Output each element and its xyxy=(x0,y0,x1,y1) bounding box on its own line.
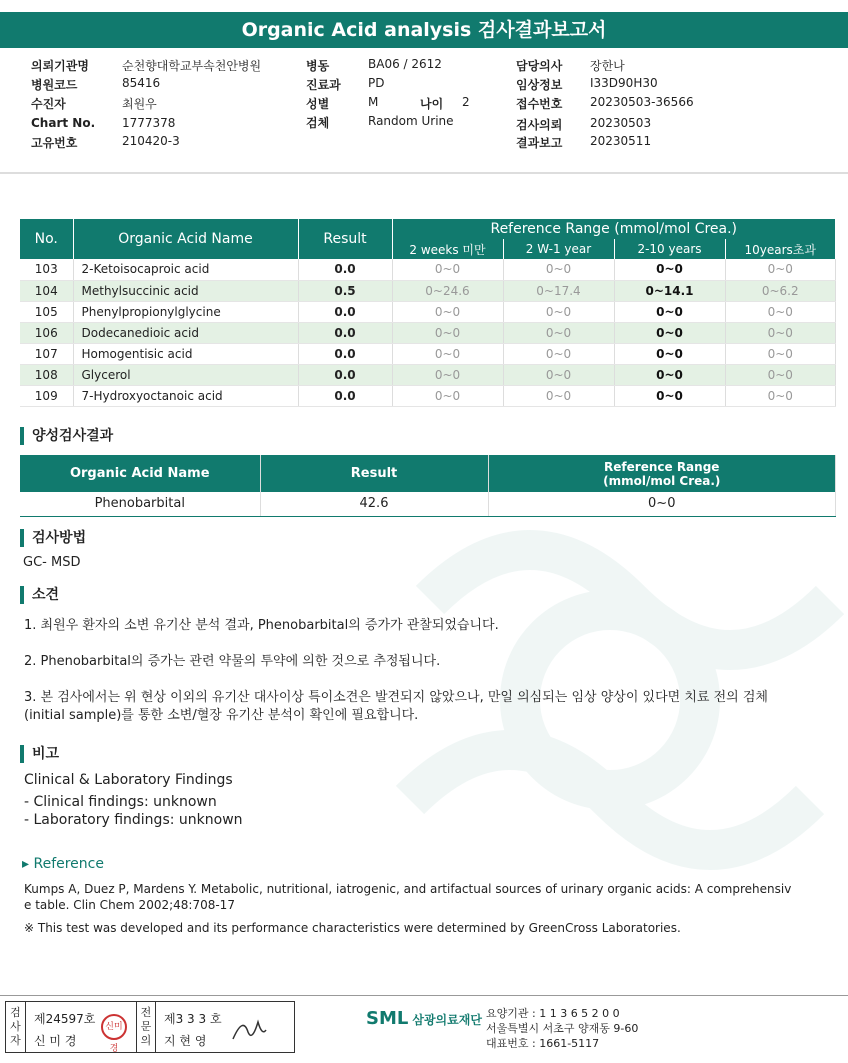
doctor-vlabel xyxy=(136,1002,156,1052)
reference-citation-1: Kumps A, Duez P, Mardens Y. Metabolic, nutritional, iatrogenic, and artifactual sources of urinary organic acids: A comprehensiv xyxy=(24,882,792,896)
row-r3: 0~14.1 xyxy=(614,280,725,301)
doctor-signature-icon xyxy=(228,1014,268,1044)
row-no: 107 xyxy=(20,343,73,364)
table-row xyxy=(20,259,836,280)
clinical-label: 임상정보 xyxy=(516,78,563,92)
age-value: 2 xyxy=(462,95,470,109)
pos-name: Phenobarbital xyxy=(20,492,260,516)
row-r2: 0~0 xyxy=(503,322,614,343)
row-r3: 0~0 xyxy=(614,364,725,385)
logo-name: 삼광의료재단 xyxy=(412,1013,482,1027)
opinion-p2: 2. Phenobarbital의 증가는 관련 약물의 투약에 의한 것으로 추정됩니다. xyxy=(24,654,441,669)
specimen-label: 검체 xyxy=(306,116,330,130)
sex-label: 성별 xyxy=(306,97,330,111)
row-r2: 0~0 xyxy=(503,364,614,385)
col-name: Organic Acid Name xyxy=(73,219,298,259)
reference-citation-2: e table. Clin Chem 2002;48:708-17 xyxy=(24,898,235,912)
dept-value: PD xyxy=(368,76,385,90)
tester-name: 신 미 경 xyxy=(34,1034,77,1048)
code-label: 병원코드 xyxy=(31,78,78,92)
method-text: GC- MSD xyxy=(23,555,81,570)
row-r1: 0~0 xyxy=(392,385,503,406)
table-row xyxy=(20,280,836,301)
doctor-value: 장한나 xyxy=(590,59,625,73)
row-no: 108 xyxy=(20,364,73,385)
row-r3: 0~0 xyxy=(614,322,725,343)
report-label: 결과보고 xyxy=(516,136,563,150)
row-no: 105 xyxy=(20,301,73,322)
patient-value: 최원우 xyxy=(122,97,157,111)
row-name: Glycerol xyxy=(73,364,298,385)
positive-section-title: 양성검사결과 xyxy=(20,427,113,445)
tester-seal: 신미경 xyxy=(101,1014,127,1040)
clinical-value: I33D90H30 xyxy=(590,76,658,90)
opinion-section-title: 소견 xyxy=(20,586,59,604)
remark-section-title: 비고 xyxy=(20,745,59,763)
code-value: 85416 xyxy=(122,76,161,90)
doctor-name: 지 현 영 xyxy=(164,1034,207,1048)
row-r4: 0~0 xyxy=(725,322,836,343)
request-value: 20230503 xyxy=(590,116,652,130)
row-name: 2-Ketoisocaproic acid xyxy=(73,259,298,280)
row-r4: 0~6.2 xyxy=(725,280,836,301)
row-result: 0.0 xyxy=(298,343,392,364)
table-row xyxy=(20,385,836,406)
patient-label: 수진자 xyxy=(31,97,66,111)
chart-label: Chart No. xyxy=(31,116,96,130)
ward-label: 병동 xyxy=(306,59,330,73)
row-name: Homogentisic acid xyxy=(73,343,298,364)
table-row xyxy=(20,301,836,322)
lab-address xyxy=(486,1006,638,1051)
row-name: Methylsuccinic acid xyxy=(73,280,298,301)
hospital-label: 의뢰기관명 xyxy=(31,59,89,73)
logo-mark: SML xyxy=(366,1008,409,1029)
row-result: 0.0 xyxy=(298,364,392,385)
reference-heading: ▸ Reference xyxy=(22,856,104,872)
row-r1: 0~0 xyxy=(392,322,503,343)
report-value: 20230511 xyxy=(590,134,652,148)
row-r4: 0~0 xyxy=(725,259,836,280)
row-r1: 0~0 xyxy=(392,364,503,385)
opinion-p3a: 3. 본 검사에서는 위 현상 이외의 유기산 대사이상 특이소견은 발견되지 않았으나, 만일 의심되는 임상 양상이 있다면 치료 전의 검체 xyxy=(24,690,768,705)
pos-col-name: Organic Acid Name xyxy=(20,455,260,492)
row-r3: 0~0 xyxy=(614,301,725,322)
addr-line2: 서울특별시 서초구 양재동 9-60 xyxy=(486,1022,639,1035)
row-name: 7-Hydroxyoctanoic acid xyxy=(73,385,298,406)
watermark-graphic xyxy=(370,480,848,980)
row-r1: 0~0 xyxy=(392,259,503,280)
uid-label: 고유번호 xyxy=(31,136,78,150)
row-result: 0.0 xyxy=(298,322,392,343)
col-r4: 10years초과 xyxy=(725,239,836,259)
tester-license: 제24597호 xyxy=(34,1012,96,1026)
table-row xyxy=(20,364,836,385)
row-r1: 0~24.6 xyxy=(392,280,503,301)
row-r4: 0~0 xyxy=(725,343,836,364)
pos-col-range xyxy=(488,455,836,492)
col-r3: 2-10 years xyxy=(614,239,725,259)
pos-col-result: Result xyxy=(260,455,488,492)
row-r2: 0~0 xyxy=(503,385,614,406)
receipt-label: 접수번호 xyxy=(516,97,563,111)
col-r2: 2 W-1 year xyxy=(503,239,614,259)
ward-value: BA06 / 2612 xyxy=(368,57,442,71)
doctor-vlabel-3: 의 xyxy=(140,1034,152,1047)
col-result: Result xyxy=(298,219,392,259)
row-r3: 0~0 xyxy=(614,343,725,364)
col-no: No. xyxy=(20,219,73,259)
age-label: 나이 xyxy=(420,97,444,111)
pos-result: 42.6 xyxy=(260,492,488,516)
row-r3: 0~0 xyxy=(614,259,725,280)
row-name: Phenylpropionylglycine xyxy=(73,301,298,322)
doctor-vlabel-2: 문 xyxy=(140,1020,152,1033)
row-result: 0.0 xyxy=(298,385,392,406)
signature-box xyxy=(5,1001,295,1053)
dept-label: 진료과 xyxy=(306,78,341,92)
row-r4: 0~0 xyxy=(725,364,836,385)
hospital-value: 순천향대학교부속천안병원 xyxy=(122,59,262,73)
footer xyxy=(0,995,848,1063)
receipt-value: 20230503-36566 xyxy=(590,95,694,109)
table-row xyxy=(20,492,836,516)
tester-vlabel-3: 자 xyxy=(10,1034,21,1047)
divider xyxy=(0,172,848,174)
tester-vlabel xyxy=(6,1002,26,1052)
addr-line1: 요양기관 : 1 1 3 6 5 2 0 0 xyxy=(486,1007,620,1020)
sex-value: M xyxy=(368,95,379,109)
request-label: 검사의뢰 xyxy=(516,118,563,132)
report-title: Organic Acid analysis 검사결과보고서 xyxy=(0,12,848,48)
table-row xyxy=(20,343,836,364)
addr-line3: 대표번호 : 1661-5117 xyxy=(486,1037,600,1050)
remark-l2: - Clinical findings: unknown xyxy=(24,794,217,810)
row-no: 109 xyxy=(20,385,73,406)
sml-logo xyxy=(366,1008,482,1029)
row-no: 103 xyxy=(20,259,73,280)
row-no: 106 xyxy=(20,322,73,343)
specimen-value: Random Urine xyxy=(368,114,454,128)
row-r2: 0~17.4 xyxy=(503,280,614,301)
col-range: Reference Range (mmol/mol Crea.) xyxy=(392,219,836,239)
pos-range-line2: (mmol/mol Crea.) xyxy=(603,473,721,488)
row-r2: 0~0 xyxy=(503,301,614,322)
remark-l1: Clinical & Laboratory Findings xyxy=(24,772,233,788)
row-r1: 0~0 xyxy=(392,343,503,364)
opinion-p3b: (initial sample)를 통한 소변/혈장 유기산 분석이 확인에 필요합니다. xyxy=(24,708,419,723)
doctor-license: 제3 3 3 호 xyxy=(164,1012,222,1026)
method-section-title: 검사방법 xyxy=(20,529,86,547)
row-r4: 0~0 xyxy=(725,301,836,322)
col-r1: 2 weeks 미만 xyxy=(392,239,503,259)
row-name: Dodecanedioic acid xyxy=(73,322,298,343)
table-row xyxy=(20,322,836,343)
row-r2: 0~0 xyxy=(503,259,614,280)
reference-table xyxy=(20,219,836,407)
row-r3: 0~0 xyxy=(614,385,725,406)
row-result: 0.5 xyxy=(298,280,392,301)
pos-range-line1: Reference Range xyxy=(604,459,720,474)
pos-range: 0~0 xyxy=(488,492,836,516)
doctor-vlabel-1: 전 xyxy=(140,1006,152,1019)
tester-vlabel-2: 사 xyxy=(10,1020,21,1033)
uid-value: 210420-3 xyxy=(122,134,180,148)
row-result: 0.0 xyxy=(298,301,392,322)
remark-l3: - Laboratory findings: unknown xyxy=(24,812,243,828)
row-result: 0.0 xyxy=(298,259,392,280)
positive-table xyxy=(20,455,836,517)
doctor-label: 담당의사 xyxy=(516,59,563,73)
chart-value: 1777378 xyxy=(122,116,176,130)
tester-vlabel-1: 검 xyxy=(10,1006,21,1019)
opinion-p1: 1. 최원우 환자의 소변 유기산 분석 결과, Phenobarbital의 증가가 관찰되었습니다. xyxy=(24,618,499,633)
row-no: 104 xyxy=(20,280,73,301)
reference-note: ※ This test was developed and its performance characteristics were determined by GreenCross Laboratories. xyxy=(24,921,681,935)
row-r2: 0~0 xyxy=(503,343,614,364)
row-r1: 0~0 xyxy=(392,301,503,322)
row-r4: 0~0 xyxy=(725,385,836,406)
